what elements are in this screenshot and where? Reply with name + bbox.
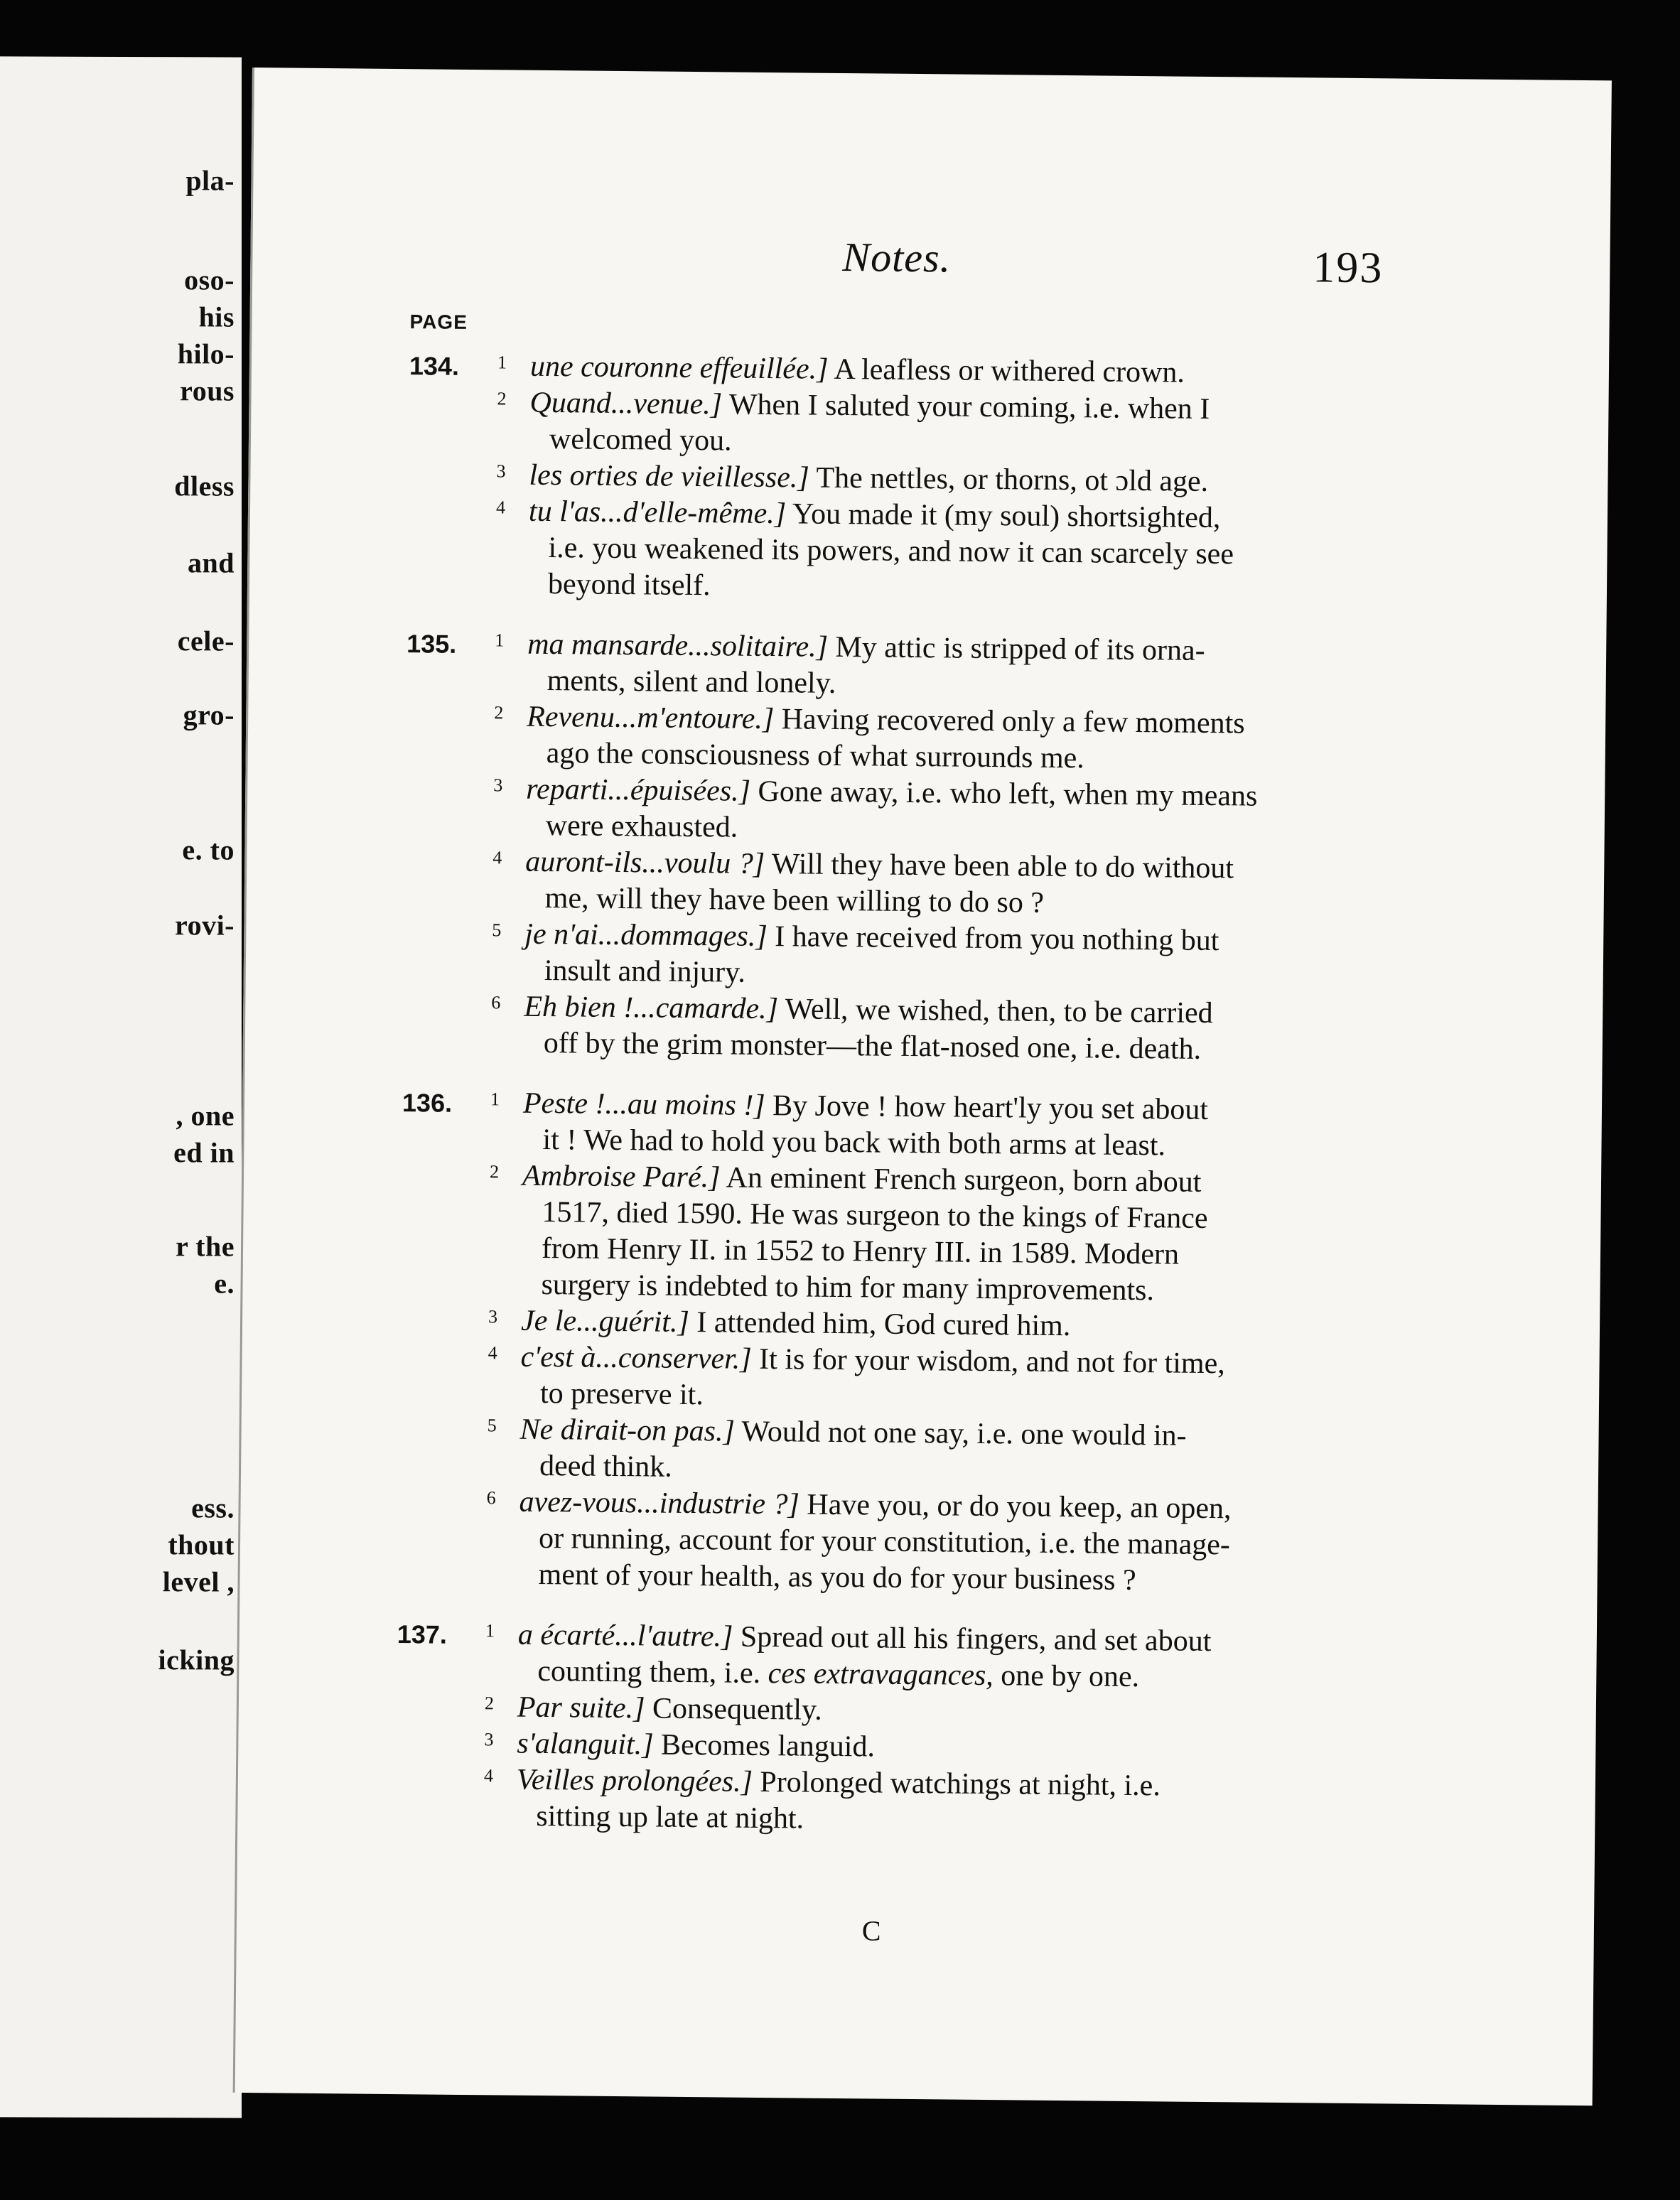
footnote-line bbox=[518, 1557, 1378, 1602]
footnote-number: 1 bbox=[485, 1620, 495, 1641]
footnote-number: 1 bbox=[490, 1089, 500, 1110]
facing-page-text-fragment: rous bbox=[180, 374, 235, 407]
footnote-line bbox=[528, 566, 1388, 611]
page-column-label: PAGE bbox=[409, 311, 468, 333]
facing-page-text-fragment: e. bbox=[214, 1267, 235, 1300]
footnote-gloss: I attended him, God cured him. bbox=[696, 1306, 1071, 1343]
footnote-entry bbox=[397, 1616, 1378, 1698]
facing-page-text-fragment: icking bbox=[158, 1644, 235, 1676]
facing-page-text-fragment: , one bbox=[176, 1099, 235, 1132]
footnote-entry bbox=[409, 384, 1390, 465]
footnote-lemma: Quand...venue.] bbox=[529, 386, 723, 421]
footnote-gloss: Well, we wished, then, to be carried bbox=[785, 993, 1213, 1030]
footnote-number: 6 bbox=[486, 1487, 496, 1509]
footnote-number: 2 bbox=[497, 388, 507, 409]
footnote-lemma: une couronne effeuillée.] bbox=[529, 350, 829, 386]
footnote-gloss: By Jove ! how heart'ly you set about bbox=[772, 1089, 1209, 1126]
page-reference: 137. bbox=[397, 1619, 448, 1649]
footnote-gloss: counting them, i.e. bbox=[537, 1654, 768, 1691]
footnote-gloss: An eminent French surgeon, born about bbox=[726, 1161, 1202, 1199]
page-reference: 134. bbox=[409, 351, 460, 381]
footnote-entry bbox=[399, 1338, 1381, 1420]
facing-page-text-fragment: ess. bbox=[191, 1492, 235, 1524]
facing-page-text-fragment: e. to bbox=[182, 834, 235, 866]
footnote-gloss: Will they have been able to do without bbox=[771, 848, 1234, 885]
footnote-gloss: ago the consciousness of what surrounds me. bbox=[546, 737, 1084, 775]
footnote-number: 2 bbox=[489, 1161, 500, 1182]
footnote-lemma: tu l'as...d'elle-même.] bbox=[528, 495, 787, 531]
footnote-lemma: auront-ils...voulu ?] bbox=[525, 845, 765, 880]
footnote-gloss: it ! We had to hold you back with both arms at least. bbox=[542, 1123, 1166, 1163]
footnote-gloss: Becomes languid. bbox=[660, 1728, 876, 1764]
footnote-gloss: welcomed you. bbox=[549, 423, 732, 458]
footnote-entry bbox=[399, 1411, 1380, 1492]
footnote-entry bbox=[407, 492, 1389, 610]
footnote-gloss: surgery is indebted to him for many improvements. bbox=[541, 1268, 1155, 1307]
facing-page-text-fragment: dless bbox=[174, 470, 235, 502]
footnote-number: 1 bbox=[495, 630, 505, 651]
footnote-lemma: Revenu...m'entoure.] bbox=[527, 700, 775, 736]
footnote-lemma: Veilles prolongées.] bbox=[516, 1763, 753, 1799]
footnote-gloss: sitting up late at night. bbox=[536, 1799, 804, 1835]
footnote-lemma: ma mansarde...solitaire.] bbox=[527, 627, 829, 664]
footnote-gloss: beyond itself. bbox=[547, 568, 711, 603]
footnote-gloss: or running, account for your constitution, i.e. the manage- bbox=[538, 1521, 1231, 1562]
facing-page-text-fragment: pla- bbox=[185, 164, 235, 197]
footnote-number: 2 bbox=[484, 1693, 495, 1714]
page-reference: 135. bbox=[406, 629, 457, 659]
footnote-number: 4 bbox=[483, 1765, 494, 1786]
page-reference: 136. bbox=[402, 1088, 453, 1118]
footnote-entry bbox=[404, 843, 1386, 924]
footnote-entry bbox=[402, 1084, 1383, 1166]
facing-page-text-fragment: his bbox=[198, 301, 235, 333]
footnote-gloss: A leafless or withered crown. bbox=[834, 352, 1185, 389]
footnote-entry bbox=[405, 770, 1386, 852]
note-group bbox=[395, 1616, 1378, 1843]
footnote-gloss-italic: ces extravagances, bbox=[768, 1657, 994, 1693]
footnote-number: 1 bbox=[497, 352, 507, 373]
footnote-gloss: insult and injury. bbox=[544, 954, 746, 989]
footnote-lemma: les orties de vieillesse.] bbox=[529, 458, 809, 495]
notes-list bbox=[395, 347, 1390, 1867]
footnote-entry bbox=[403, 988, 1384, 1069]
footnote-gloss: from Henry II. in 1552 to Henry III. in 1589. Modern bbox=[541, 1231, 1180, 1271]
footnote-gloss: It is for your wisdom, and not for time, bbox=[758, 1342, 1225, 1381]
footnote-gloss: Have you, or do you keep, an open, bbox=[807, 1488, 1232, 1526]
footnote-gloss: The nettles, or thorns, ot ɔld age. bbox=[816, 461, 1209, 498]
facing-page-text-fragment: ed in bbox=[173, 1136, 235, 1169]
footnote-gloss: i.e. you weakened its powers, and now it can scarcely see bbox=[548, 532, 1234, 571]
footnote-gloss: off by the grim monster—the flat-nosed one, i.e. death. bbox=[543, 1026, 1202, 1066]
footnote-number: 4 bbox=[495, 497, 506, 518]
footnote-number: 6 bbox=[491, 992, 501, 1013]
footnote-number: 3 bbox=[488, 1306, 498, 1327]
footnote-lemma: Ne dirait-on pas.] bbox=[519, 1413, 736, 1448]
footnote-entry bbox=[400, 1157, 1382, 1311]
footnote-gloss: deed think. bbox=[539, 1449, 672, 1484]
footnote-entry bbox=[397, 1483, 1379, 1601]
footnote-gloss: I have received from you nothing but bbox=[775, 920, 1219, 958]
footnote-lemma: Peste !...au moins !] bbox=[522, 1086, 765, 1122]
facing-page-text-fragment: hilo- bbox=[177, 338, 235, 370]
footnote-number: 5 bbox=[492, 920, 502, 941]
page-number: 193 bbox=[1313, 243, 1384, 293]
facing-page-text-fragment: cele- bbox=[177, 625, 235, 657]
footnote-gloss: ments, silent and lonely. bbox=[546, 664, 836, 700]
footnote-gloss: one by one. bbox=[993, 1659, 1140, 1694]
running-head: Notes. bbox=[842, 233, 952, 281]
footnote-lemma: a écarté...l'autre.] bbox=[517, 1618, 733, 1654]
footnote-entry bbox=[395, 1761, 1377, 1843]
footnote-gloss: Spread out all his fingers, and set about bbox=[740, 1620, 1212, 1659]
footnote-gloss: Prolonged watchings at night, i.e. bbox=[760, 1765, 1161, 1803]
facing-page-text-fragment: level , bbox=[162, 1565, 235, 1598]
facing-page-text-fragment: rovi- bbox=[175, 909, 235, 942]
footnote-lemma: Je le...guérit.] bbox=[520, 1304, 690, 1339]
footnote-number: 2 bbox=[494, 702, 504, 723]
footnote-line bbox=[524, 1025, 1384, 1070]
footnote-gloss: ment of your health, as you do for your business ? bbox=[538, 1558, 1136, 1597]
book-page bbox=[233, 68, 1612, 2105]
footnote-number: 3 bbox=[496, 460, 506, 482]
footnote-number: 5 bbox=[487, 1415, 497, 1436]
footnote-entry bbox=[406, 698, 1387, 780]
note-group bbox=[397, 1084, 1383, 1601]
footnote-gloss: Would not one say, i.e. one would in- bbox=[741, 1415, 1187, 1452]
footnote-lemma: je n'ai...dommages.] bbox=[524, 917, 768, 954]
footnote-gloss: Consequently. bbox=[652, 1692, 823, 1727]
footnote-gloss: Having recovered only a few moments bbox=[781, 703, 1245, 740]
note-group bbox=[403, 625, 1388, 1069]
footnote-number: 4 bbox=[492, 847, 502, 868]
footnote-gloss: were exhausted. bbox=[545, 809, 738, 844]
facing-page bbox=[0, 56, 242, 2118]
footnote-gloss: My attic is stripped of its orna- bbox=[835, 630, 1205, 667]
footnote-gloss: Gone away, i.e. who left, when my means bbox=[758, 775, 1258, 813]
facing-page-text-fragment: r the bbox=[176, 1230, 235, 1263]
footnote-gloss: 1517, died 1590. He was surgeon to the kings of France bbox=[542, 1195, 1208, 1235]
footnote-lemma: Par suite.] bbox=[517, 1691, 645, 1725]
footnote-lemma: avez-vous...industrie ?] bbox=[519, 1485, 800, 1521]
footnote-lemma: reparti...épuisées.] bbox=[526, 772, 751, 808]
footnote-gloss: You made it (my soul) shortsighted, bbox=[792, 497, 1221, 535]
footnote-lemma: Eh bien !...camarde.] bbox=[524, 990, 779, 1026]
footnote-line bbox=[516, 1799, 1376, 1843]
facing-page-text-fragment: thout bbox=[168, 1528, 235, 1561]
signature-mark: C bbox=[861, 1914, 881, 1947]
footnote-lemma: Ambroise Paré.] bbox=[522, 1159, 721, 1195]
footnote-entry bbox=[406, 625, 1387, 707]
facing-page-text-fragment: gro- bbox=[183, 699, 235, 731]
footnote-gloss: When I saluted your coming, i.e. when I bbox=[728, 388, 1210, 426]
footnote-number: 4 bbox=[488, 1342, 497, 1364]
footnote-lemma: c'est à...conserver.] bbox=[520, 1340, 752, 1376]
footnote-gloss: me, will they have been willing to do so ? bbox=[544, 882, 1045, 920]
footnote-number: 3 bbox=[484, 1729, 494, 1750]
footnote-gloss: to preserve it. bbox=[539, 1376, 704, 1412]
note-group bbox=[407, 347, 1390, 610]
facing-page-text-fragment: oso- bbox=[184, 264, 235, 296]
footnote-entry bbox=[404, 915, 1385, 997]
facing-page-text-fragment: and bbox=[188, 546, 235, 579]
footnote-lemma: s'alanguit.] bbox=[517, 1727, 654, 1762]
footnote-number: 3 bbox=[493, 775, 503, 796]
